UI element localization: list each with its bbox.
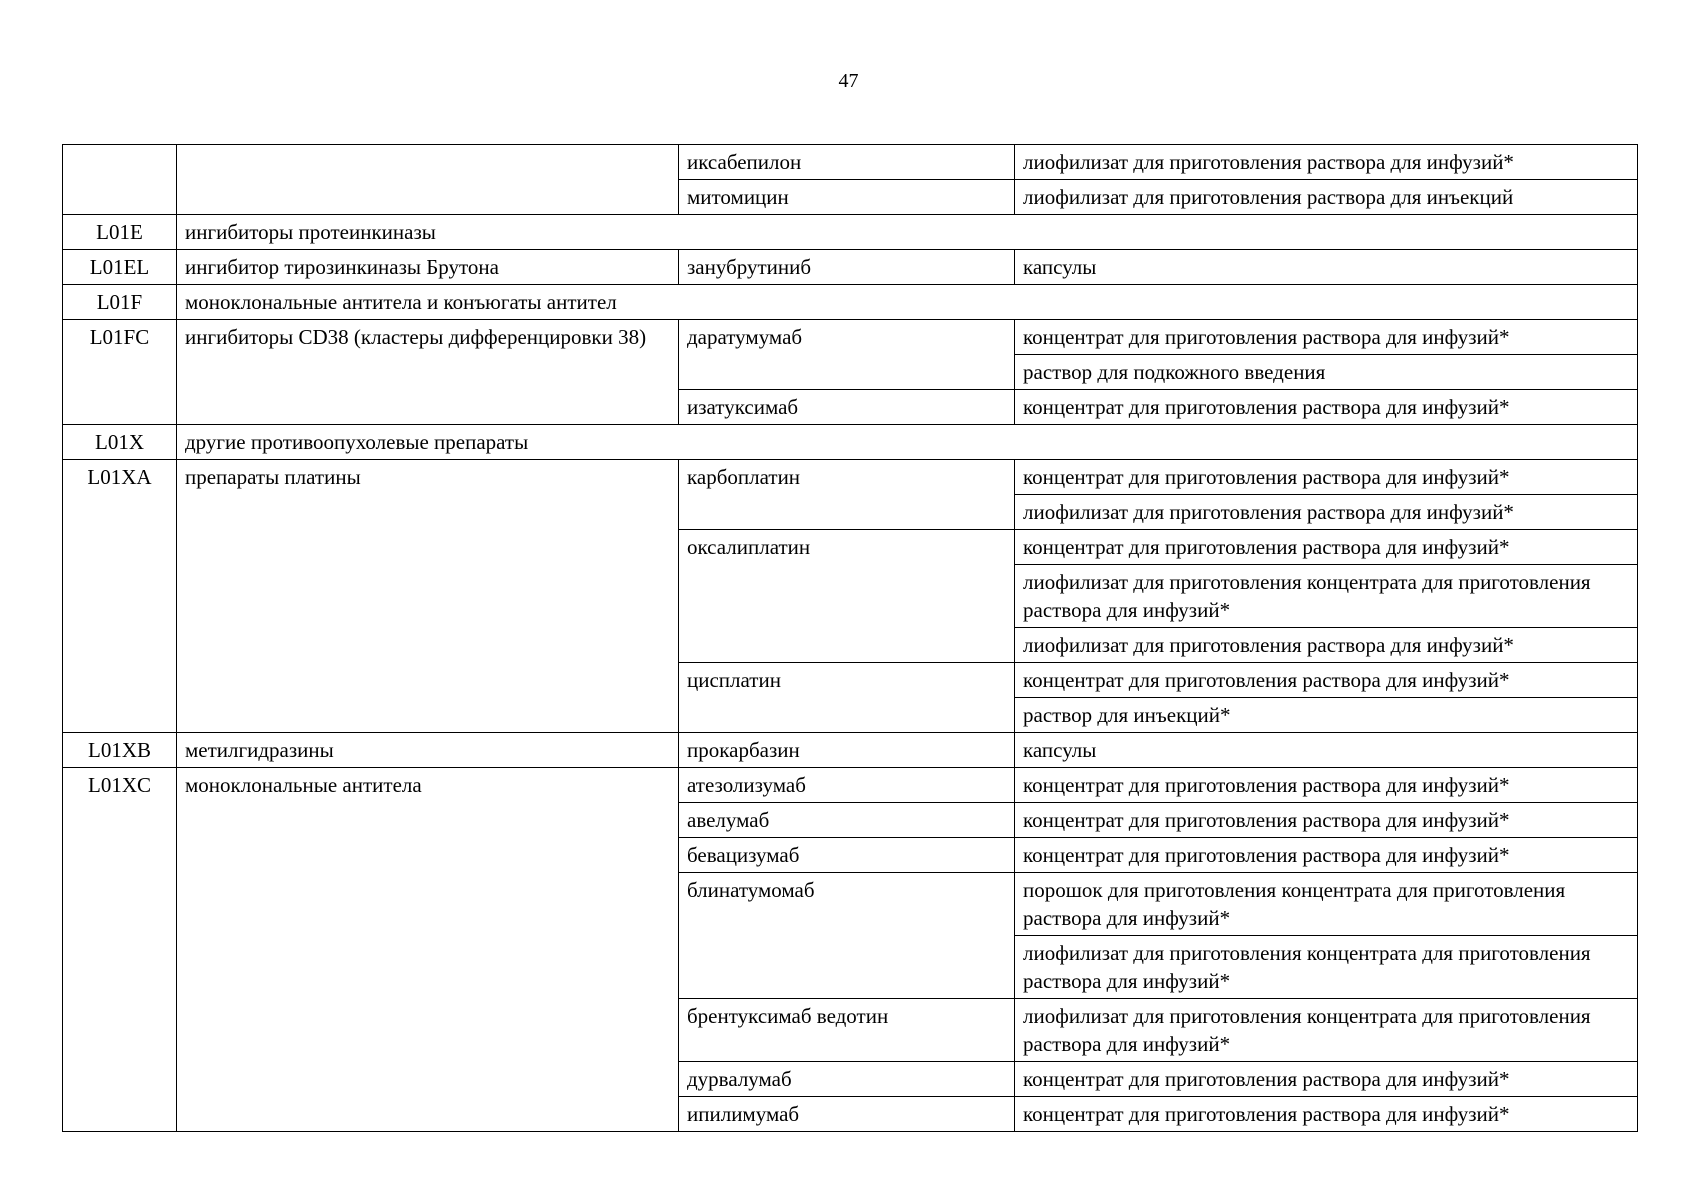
group-cell: моноклональные антитела и конъюгаты антител [177, 285, 1638, 320]
dosage-form-cell: концентрат для приготовления раствора для инфузий* [1015, 1062, 1638, 1097]
drug-name-cell: занубрутиниб [679, 250, 1015, 285]
drug-name-cell: бевацизумаб [679, 838, 1015, 873]
atc-code-cell: L01EL [63, 250, 177, 285]
group-cell [177, 145, 679, 215]
drug-name-cell: оксалиплатин [679, 530, 1015, 663]
dosage-form-cell: капсулы [1015, 250, 1638, 285]
drug-name-cell: атезолизумаб [679, 768, 1015, 803]
dosage-form-cell: лиофилизат для приготовления раствора для инъекций [1015, 180, 1638, 215]
dosage-form-cell: концентрат для приготовления раствора для инфузий* [1015, 460, 1638, 495]
table-row [63, 768, 1638, 803]
table-row [63, 733, 1638, 768]
table-row [63, 425, 1638, 460]
drug-name-cell: митомицин [679, 180, 1015, 215]
group-cell: ингибитор тирозинкиназы Брутона [177, 250, 679, 285]
group-cell: моноклональные антитела [177, 768, 679, 1132]
dosage-form-cell: концентрат для приготовления раствора для инфузий* [1015, 1097, 1638, 1132]
dosage-form-cell: капсулы [1015, 733, 1638, 768]
dosage-form-cell: концентрат для приготовления раствора для инфузий* [1015, 838, 1638, 873]
dosage-form-cell: лиофилизат для приготовления раствора для инфузий* [1015, 145, 1638, 180]
dosage-form-cell: лиофилизат для приготовления концентрата для приготовления раствора для инфузий* [1015, 999, 1638, 1062]
dosage-form-cell: концентрат для приготовления раствора для инфузий* [1015, 320, 1638, 355]
drug-table [62, 144, 1638, 1132]
drug-name-cell: прокарбазин [679, 733, 1015, 768]
atc-code-cell: L01XA [63, 460, 177, 733]
drug-name-cell: блинатумомаб [679, 873, 1015, 999]
group-cell: другие противоопухолевые препараты [177, 425, 1638, 460]
group-cell: метилгидразины [177, 733, 679, 768]
dosage-form-cell: концентрат для приготовления раствора для инфузий* [1015, 663, 1638, 698]
atc-code-cell: L01X [63, 425, 177, 460]
atc-code-cell: L01FC [63, 320, 177, 425]
drug-name-cell: цисплатин [679, 663, 1015, 733]
dosage-form-cell: лиофилизат для приготовления концентрата для приготовления раствора для инфузий* [1015, 565, 1638, 628]
table-row [63, 145, 1638, 180]
group-cell: препараты платины [177, 460, 679, 733]
page-number: 47 [838, 70, 859, 92]
drug-name-cell: иксабепилон [679, 145, 1015, 180]
atc-code-cell [63, 145, 177, 215]
table-row [63, 250, 1638, 285]
atc-code-cell: L01E [63, 215, 177, 250]
atc-code-cell: L01F [63, 285, 177, 320]
dosage-form-cell: концентрат для приготовления раствора для инфузий* [1015, 390, 1638, 425]
drug-name-cell: ипилимумаб [679, 1097, 1015, 1132]
table-row [63, 460, 1638, 495]
dosage-form-cell: раствор для подкожного введения [1015, 355, 1638, 390]
atc-code-cell: L01XB [63, 733, 177, 768]
table-row [63, 320, 1638, 355]
drug-name-cell: карбоплатин [679, 460, 1015, 530]
table-row [63, 285, 1638, 320]
drug-name-cell: даратумумаб [679, 320, 1015, 390]
dosage-form-cell: лиофилизат для приготовления концентрата для приготовления раствора для инфузий* [1015, 936, 1638, 999]
drug-name-cell: изатуксимаб [679, 390, 1015, 425]
dosage-form-cell: концентрат для приготовления раствора для инфузий* [1015, 803, 1638, 838]
dosage-form-cell: концентрат для приготовления раствора для инфузий* [1015, 530, 1638, 565]
drug-name-cell: дурвалумаб [679, 1062, 1015, 1097]
group-cell: ингибиторы протеинкиназы [177, 215, 1638, 250]
dosage-form-cell: лиофилизат для приготовления раствора для инфузий* [1015, 628, 1638, 663]
atc-code-cell: L01XC [63, 768, 177, 1132]
dosage-form-cell: лиофилизат для приготовления раствора для инфузий* [1015, 495, 1638, 530]
dosage-form-cell: порошок для приготовления концентрата для приготовления раствора для инфузий* [1015, 873, 1638, 936]
drug-name-cell: авелумаб [679, 803, 1015, 838]
dosage-form-cell: концентрат для приготовления раствора для инфузий* [1015, 768, 1638, 803]
group-cell: ингибиторы CD38 (кластеры дифференцировки 38) [177, 320, 679, 425]
dosage-form-cell: раствор для инъекций* [1015, 698, 1638, 733]
table-row [63, 215, 1638, 250]
drug-name-cell: брентуксимаб ведотин [679, 999, 1015, 1062]
